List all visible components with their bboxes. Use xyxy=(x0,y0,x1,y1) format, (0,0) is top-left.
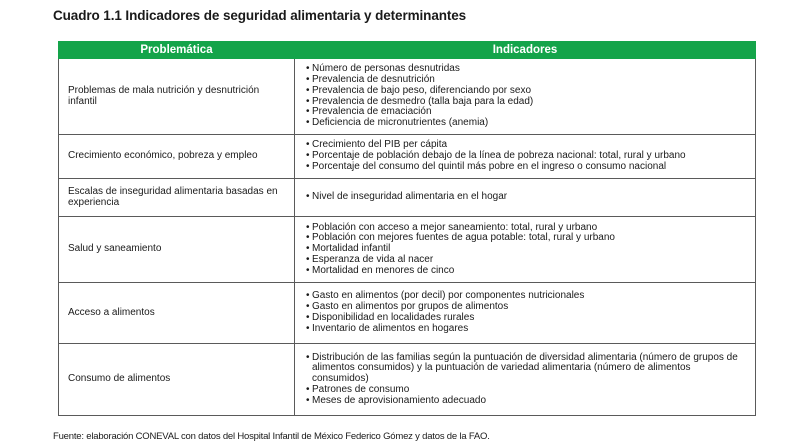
indicator-list xyxy=(304,64,749,129)
indicator-list xyxy=(304,291,749,334)
indicator-list xyxy=(304,140,749,172)
indicator-item: • Patrones de consumo xyxy=(304,385,749,396)
indicator-item: • Mortalidad en menores de cinco xyxy=(304,266,749,277)
problem-cell: Acceso a alimentos xyxy=(59,283,295,344)
indicator-list xyxy=(304,192,749,203)
indicator-item: • Prevalencia de desmedro (talla baja para la edad) xyxy=(304,97,749,108)
indicators-table xyxy=(58,41,756,416)
problem-cell: Salud y saneamiento xyxy=(59,217,295,283)
indicators-cell xyxy=(295,179,756,217)
indicators-cell xyxy=(295,135,756,179)
indicators-cell xyxy=(295,59,756,135)
indicator-item: • Población con acceso a mejor saneamiento: total, rural y urbano xyxy=(304,223,749,234)
indicator-item: • Disponibilidad en localidades rurales xyxy=(304,313,749,324)
indicator-list xyxy=(304,353,749,407)
indicator-item: • Nivel de inseguridad alimentaria en el hogar xyxy=(304,192,749,203)
indicator-item: • Población con mejores fuentes de agua potable: total, rural y urbano xyxy=(304,233,749,244)
header-indicators: Indicadores xyxy=(295,42,756,59)
table-row xyxy=(59,59,756,135)
indicator-item: • Porcentaje de población debajo de la línea de pobreza nacional: total, rural y urbano xyxy=(304,151,749,162)
indicator-item: • Gasto en alimentos (por decil) por componentes nutricionales xyxy=(304,291,749,302)
table-title: Cuadro 1.1 Indicadores de seguridad alimentaria y determinantes xyxy=(53,8,467,23)
indicator-list xyxy=(304,223,749,277)
table-row xyxy=(59,179,756,217)
indicator-item: • Mortalidad infantil xyxy=(304,244,749,255)
problem-cell: Crecimiento económico, pobreza y empleo xyxy=(59,135,295,179)
indicator-item: • Número de personas desnutridas xyxy=(304,64,749,75)
indicator-item: • Prevalencia de emaciación xyxy=(304,107,749,118)
table-header-row xyxy=(59,42,756,59)
indicator-item: • Inventario de alimentos en hogares xyxy=(304,324,749,335)
indicator-item: • Porcentaje del consumo del quintil más pobre en el ingreso o consumo nacional xyxy=(304,162,749,173)
problem-cell: Problemas de mala nutrición y desnutrición infantil xyxy=(59,59,295,135)
table-row xyxy=(59,135,756,179)
indicator-item: • Prevalencia de desnutrición xyxy=(304,75,749,86)
problem-cell: Escalas de inseguridad alimentaria basadas en experiencia xyxy=(59,179,295,217)
table-row xyxy=(59,344,756,416)
indicators-cell xyxy=(295,217,756,283)
indicators-cell xyxy=(295,283,756,344)
table-row xyxy=(59,283,756,344)
indicator-item: • Gasto en alimentos por grupos de alimentos xyxy=(304,302,749,313)
indicator-item: • Deficiencia de micronutrientes (anemia) xyxy=(304,118,749,129)
indicator-item: • Meses de aprovisionamiento adecuado xyxy=(304,396,749,407)
table-row xyxy=(59,217,756,283)
indicator-item: • Distribución de las familias según la puntuación de diversidad alimentaria (número de grupos de alimentos consumidos) y la puntuación de variedad alimentaria (número de alimentos consumidos) xyxy=(304,353,749,385)
source-note: Fuente: elaboración CONEVAL con datos del Hospital Infantil de México Federico Gómez y datos de la FAO. xyxy=(53,431,490,442)
indicator-item: • Prevalencia de bajo peso, diferenciando por sexo xyxy=(304,86,749,97)
indicator-item: • Esperanza de vida al nacer xyxy=(304,255,749,266)
header-problem: Problemática xyxy=(59,42,295,59)
indicators-cell xyxy=(295,344,756,416)
indicator-item: • Crecimiento del PIB per cápita xyxy=(304,140,749,151)
problem-cell: Consumo de alimentos xyxy=(59,344,295,416)
